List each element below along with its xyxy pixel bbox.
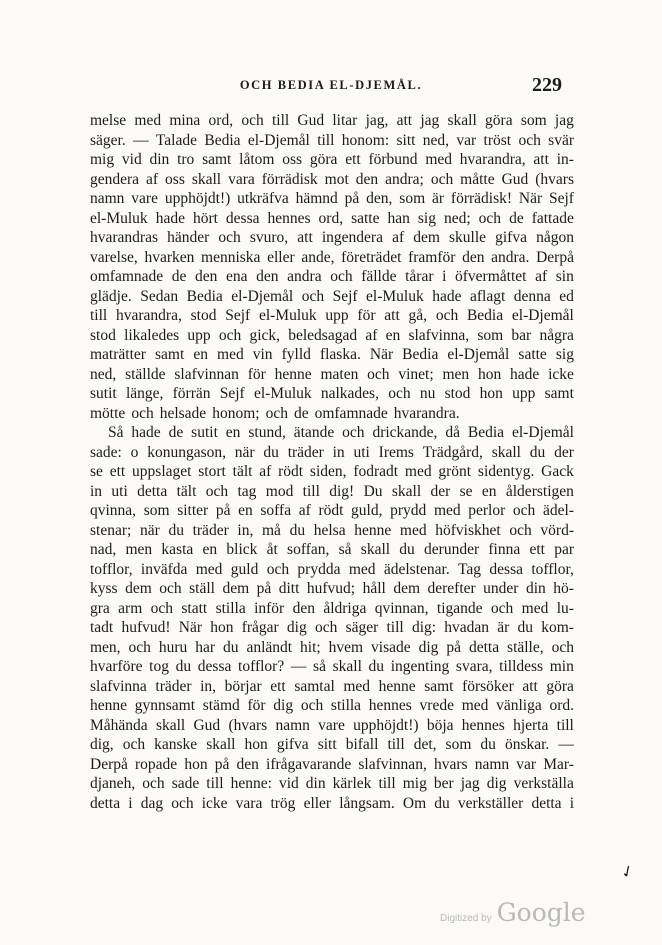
text-line: henne gynnsamt stämd för dig och stilla hennes vrede med vänliga ord. xyxy=(90,697,574,714)
google-logo: Google xyxy=(496,898,586,927)
body-text xyxy=(90,111,574,813)
text-line: djaneh, och sade till henne: vid din kärlek till mig ber jag dig verkställa xyxy=(90,775,574,792)
text-line: mötte och helsade honom; och de omfamnade hvarandra. xyxy=(90,404,460,422)
text-line: se ett uppslaget stort tält af rödt siden, fodradt med grönt sidentyg. Gack xyxy=(90,463,574,480)
text-line: hvarandras händer och svuro, att ingendera af dem skulle gifva någon xyxy=(90,229,574,246)
text-line: dig, och kanske skall hon gifva sitt bifall till det, som du önskar. — xyxy=(90,736,574,753)
text-line: detta i dag och icke vara trög eller långsam. Om du verkställer detta i xyxy=(90,794,574,812)
text-line: stod likaledes upp och gick, beledsagad af en slafvinna, som bar några xyxy=(90,326,574,344)
text-line: gra arm och statt stilla inför den åldriga qvinnan, tigande och med lu- xyxy=(90,599,574,617)
margin-mark: ✓ xyxy=(618,861,638,883)
running-head: OCH BEDIA EL-DJEMÅL. xyxy=(239,78,423,92)
text-line: mig vid din tro samt låtom oss göra ett förbund med hvarandra, att in- xyxy=(90,151,574,168)
text-line: hvarföre tog du dessa tofflor? — så skall du ingenting svara, tilldess min xyxy=(90,658,574,675)
text-line: nad, men kasta en blick åt soffan, så skall du derunder finna ett par xyxy=(90,541,574,558)
text-line: ned, ställde slafvinnan för henne maten och vinet; men hon hade icke xyxy=(90,365,574,383)
page-number: 229 xyxy=(532,74,562,96)
text-line: Måhända skall Gud (hvars namn vare upphöjdt!) böja hennes hjerta till xyxy=(90,716,574,734)
text-line: kyss dem och ställ dem på ditt hufvud; håll dem derefter under din hö- xyxy=(90,580,574,597)
text-line: glädje. Sedan Bedia el-Djemål och Sejf el-Muluk hade aflagt denna ed xyxy=(90,287,574,305)
text-line: maträtter samt en med vin fylld flaska. När Bedia el-Djemål satte sig xyxy=(90,346,574,363)
watermark-prefix: Digitized by xyxy=(440,913,492,924)
text-line: qvinna, som sitter på en soffa af rödt guld, prydd med perlor och ädel- xyxy=(90,502,574,519)
text-line: sade: o konungason, när du träder in uti Irems Trädgård, skall du der xyxy=(90,443,574,461)
text-line: sutit länge, förrän Sejf el-Muluk nalkades, och nu stod hon upp samt xyxy=(90,385,574,402)
text-line: melse med mina ord, och till Gud litar jag, att jag skall göra som jag xyxy=(90,112,574,129)
digitized-watermark xyxy=(440,898,586,927)
text-line: säger. — Talade Bedia el-Djemål till honom: sitt ned, var tröst och svär xyxy=(90,131,574,149)
text-line: tadt hufvud! När hon frågar dig och säger till dig: hvadan är du kom- xyxy=(90,619,574,636)
text-line: Så hade de sutit en stund, ätande och drickande, då Bedia el-Djemål xyxy=(108,424,574,441)
text-line: stenar; när du träder in, må du helsa henne med höfviskhet och vörd- xyxy=(90,521,574,539)
text-line: tofflor, inväfda med guld och prydda med ädelstenar. Tag dessa tofflor, xyxy=(90,560,574,578)
text-line: in uti detta tält och tag mod till dig! Du skall der se en ålderstigen xyxy=(90,482,574,500)
page-header xyxy=(0,74,662,100)
text-line: Derpå ropade hon på den ifrågavarande slafvinnan, hvars namn var Mar- xyxy=(90,755,574,773)
text-line: namn vare upphöjdt!) utkräfva hämnd på den, som är förrädisk! När Sejf xyxy=(90,190,574,207)
text-line: gendera af oss skall vara förrädisk mot den andra; och måtte Gud (hvars xyxy=(90,170,574,188)
text-line: varelse, hvarken menniska eller ande, företrädet framför den andra. Derpå xyxy=(90,248,574,266)
text-line: slafvinna träder in, börjar ett samtal med henne samt försöker att göra xyxy=(90,677,574,695)
text-line: omfamnade de den ena den andra och fällde tårar i öfvermåttet af sin xyxy=(90,268,574,285)
text-line: el-Muluk hade hört dessa hennes ord, satte han sig ned; och de fattade xyxy=(90,209,574,227)
text-line: men, och huru har du anländt hit; hvem visade dig på detta ställe, och xyxy=(90,638,574,656)
text-line: till hvarandra, stod Sejf el-Muluk upp för att gå, och Bedia el-Djemål xyxy=(90,307,574,324)
